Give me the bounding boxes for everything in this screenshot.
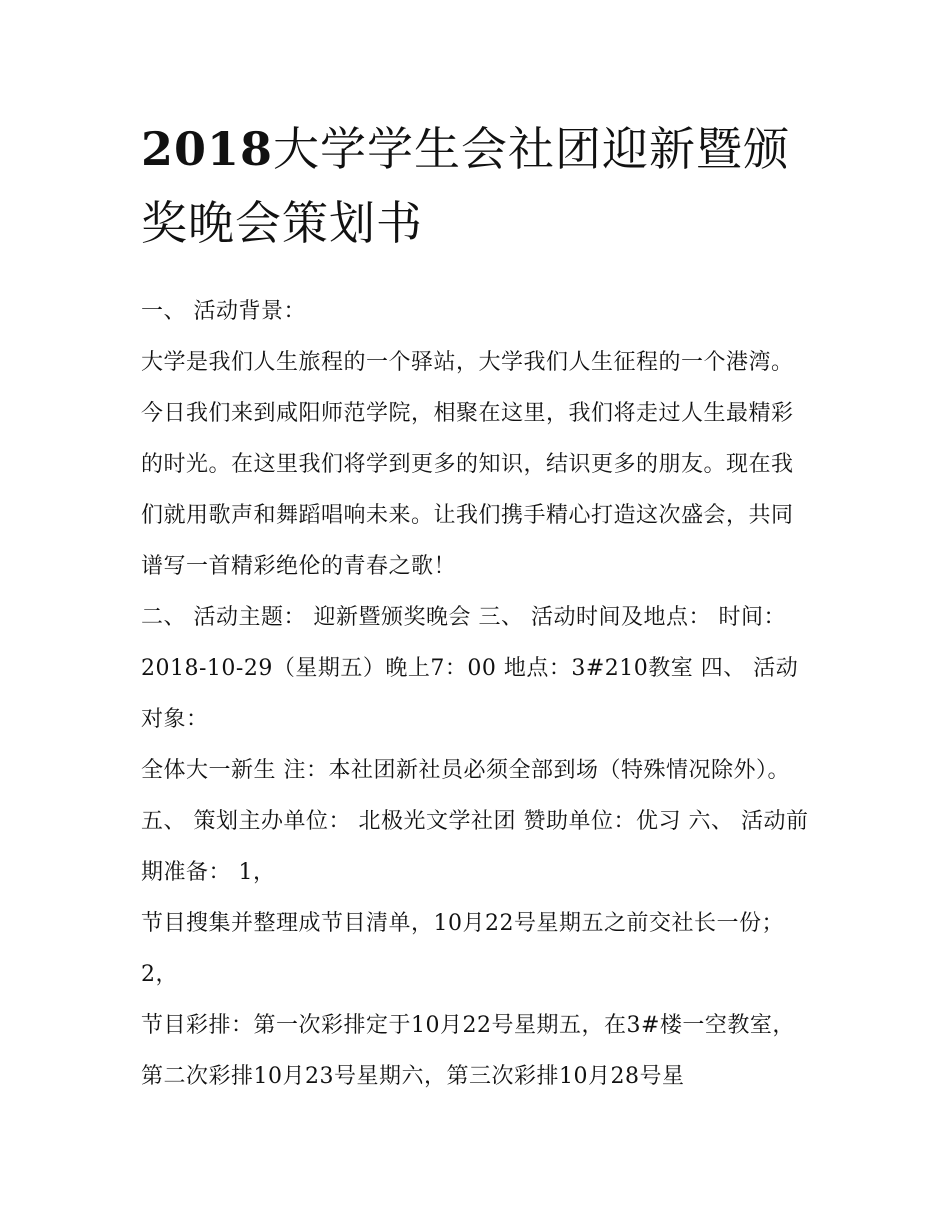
title-text: 大学学生会社团迎新暨颁奖晚会策划书 [141,122,791,250]
document-body [141,286,813,1102]
section-heading-background: 一、 活动背景： [141,299,306,324]
paragraph-background: 大学是我们人生旅程的一个驿站，大学我们人生征程的一个港湾。今日我们来到咸阳师范学院，相聚在这里，我们将走过人生最精彩的时光。在这里我们将学到更多的知识，结识更多的朋友。现在我们就用歌声和舞蹈唱响未来。让我们携手精心打造这次盛会，共同谱写一首精彩绝伦的青春之歌！ [141,350,794,579]
document-page [141,112,813,1102]
paragraph-program-list: 节目搜集并整理成节目清单，10月22号星期五之前交社长一份； 2， [141,911,784,987]
paragraph-theme-time-place: 二、 活动主题： 迎新暨颁奖晚会 三、 活动时间及地点： 时间：2018-10-29（星期五）晚上7：00 地点：3#210教室 四、 活动对象： [141,605,799,732]
paragraph-audience-organizer: 全体大一新生 注：本社团新社员必须全部到场（特殊情况除外）。 五、 策划主办单位： 北极光文学社团 赞助单位：优习 六、 活动前期准备： 1， [141,758,809,885]
paragraph-rehearsal: 节目彩排：第一次彩排定于10月22号星期五，在3#楼一空教室，第二次彩排10月23号星期六，第三次彩排10月28号星 [141,1013,795,1089]
title-year: 2018 [141,122,274,176]
document-title [141,112,813,260]
